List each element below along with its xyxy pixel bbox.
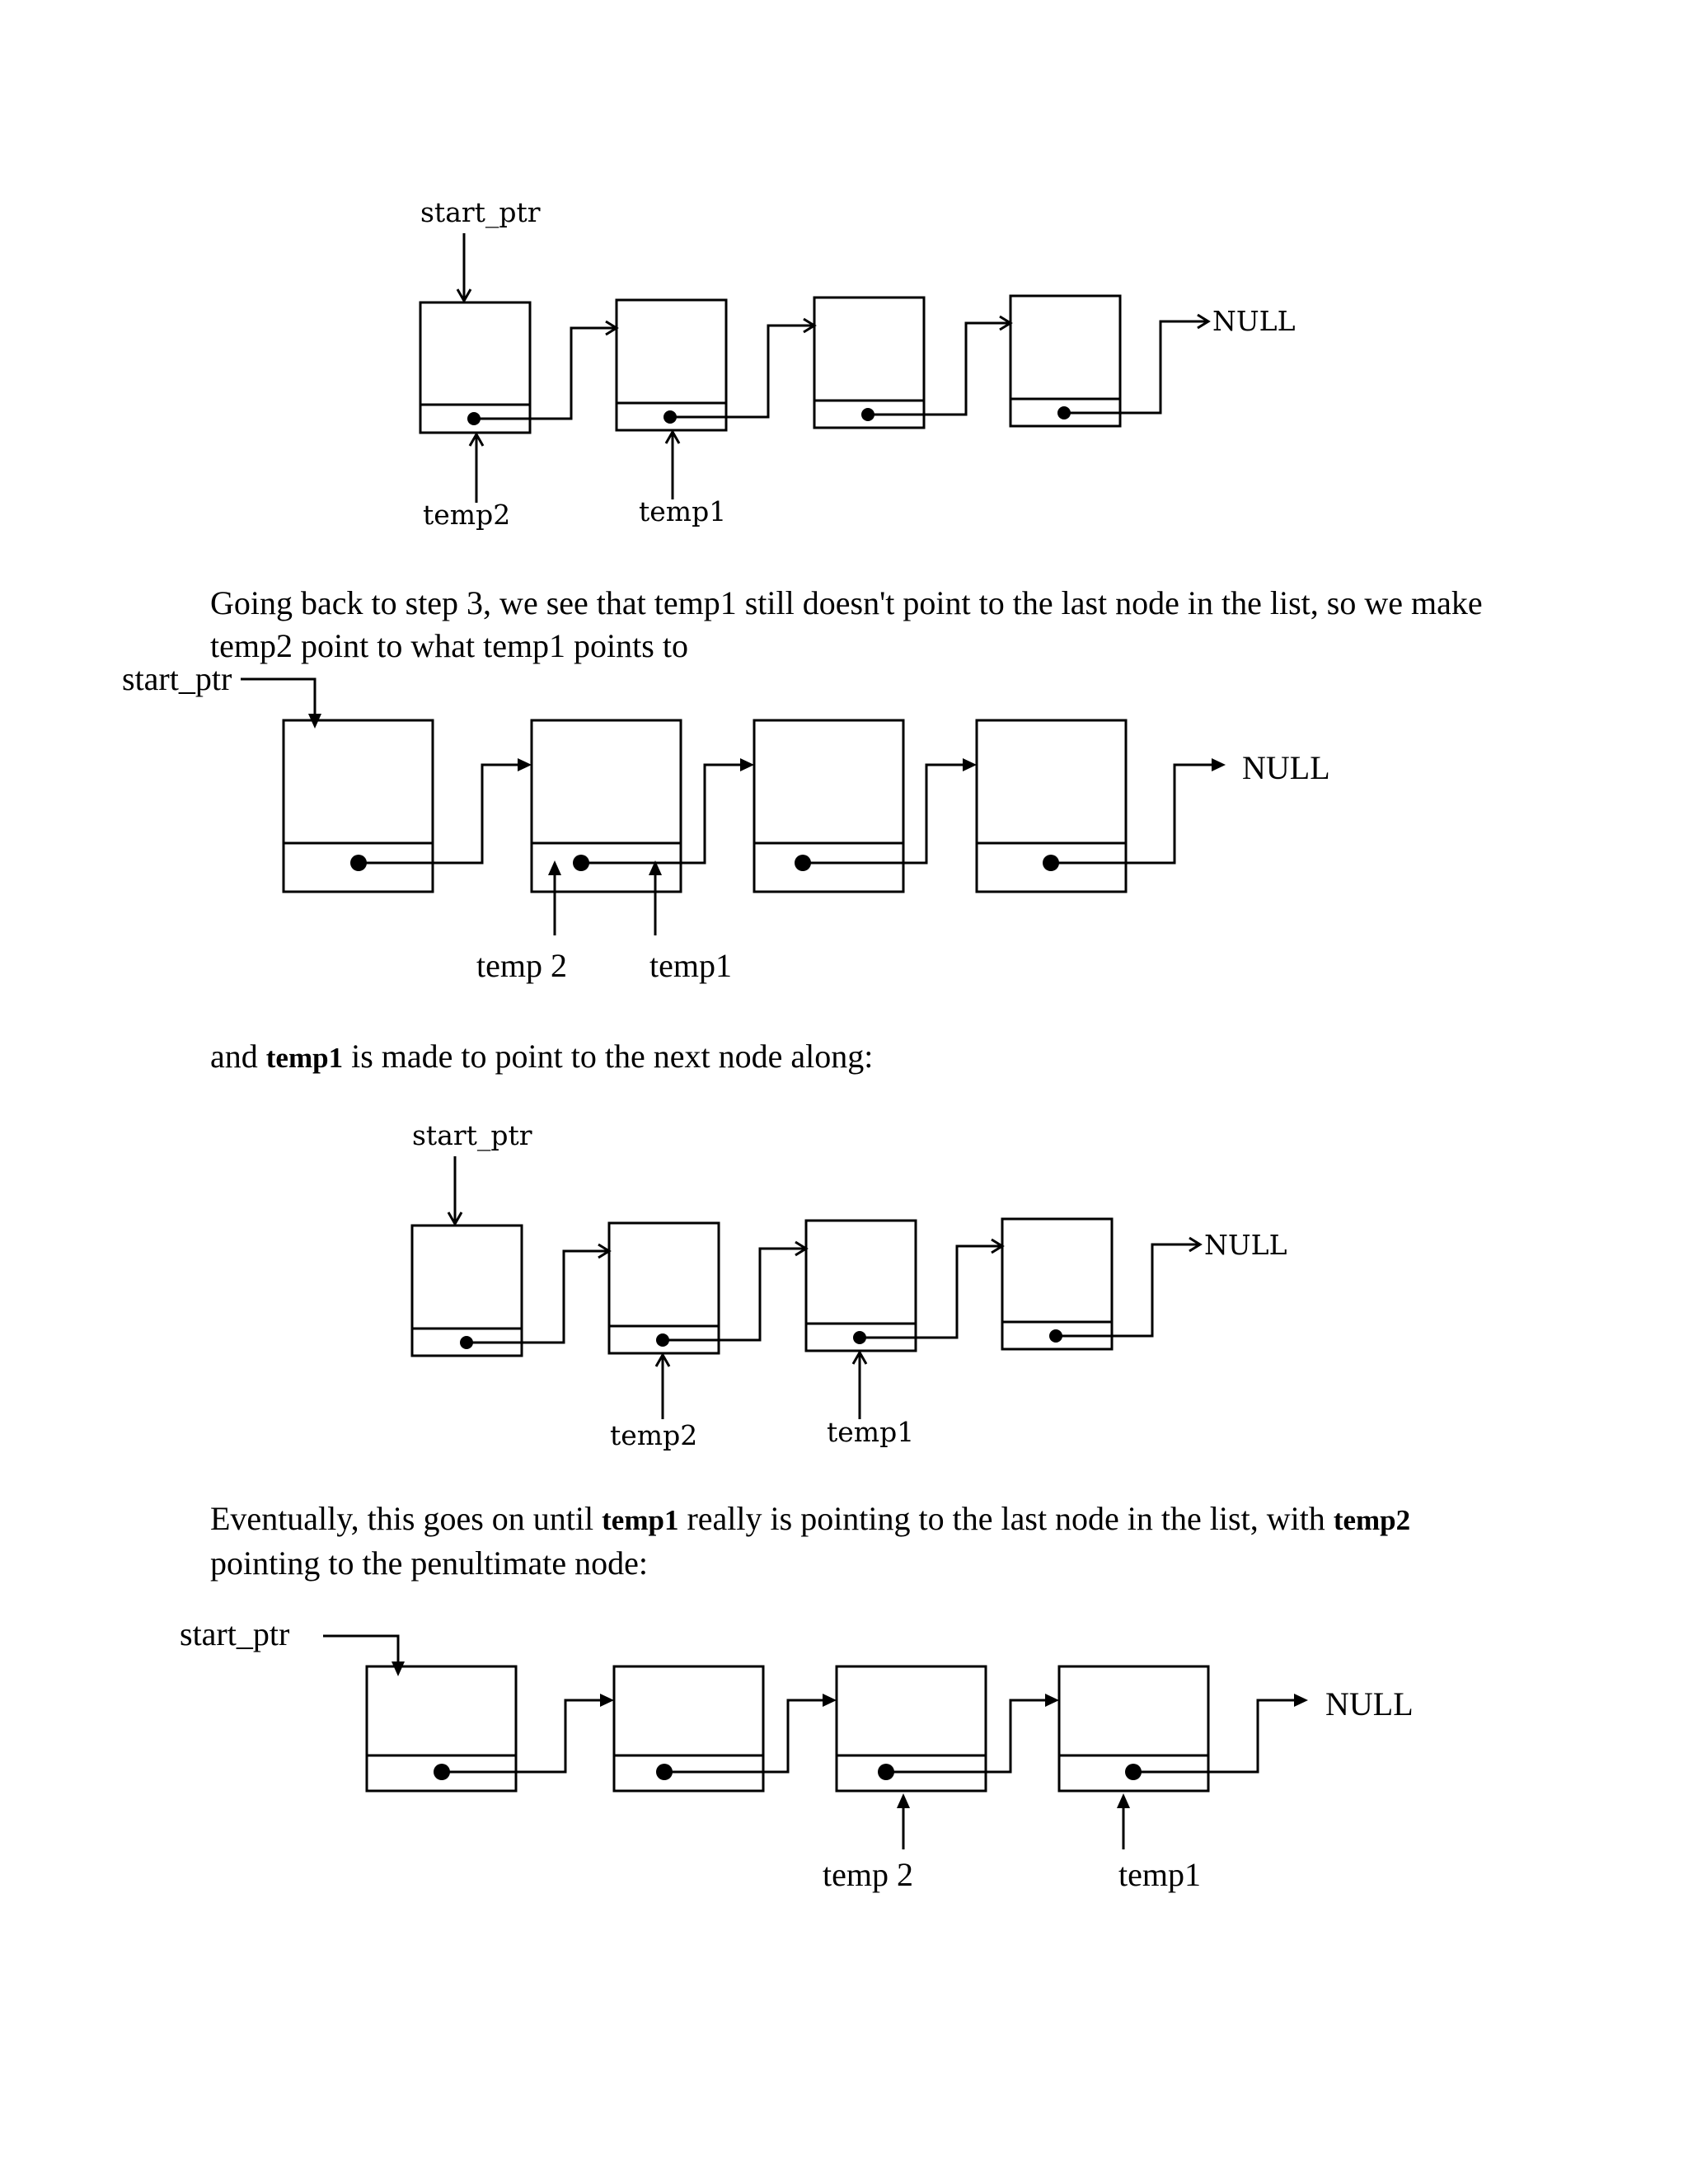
paragraph-text: really is pointing to the last node in the list, with (678, 1500, 1334, 1537)
start-ptr-label: start_ptr (412, 1119, 532, 1151)
next-link-arrow (664, 1694, 837, 1772)
code-term: temp1 (602, 1504, 679, 1536)
start-ptr-arrow (457, 233, 471, 301)
paragraph-text: is made to point to the next node along: (343, 1038, 874, 1075)
next-link-arrow (886, 1694, 1059, 1772)
code-term: temp1 (265, 1042, 344, 1074)
list-node (814, 298, 924, 428)
next-link-arrow (803, 758, 977, 863)
code-term: temp2 (1333, 1504, 1411, 1536)
null-label: NULL (1204, 1229, 1287, 1261)
temp2-arrow (548, 860, 561, 935)
temp1-label: temp1 (1118, 1856, 1201, 1893)
list-node (1002, 1219, 1112, 1349)
paragraph-text: and (210, 1038, 266, 1075)
next-link-arrow (359, 758, 532, 863)
start-ptr-label: start_ptr (122, 660, 232, 697)
paragraph-line: Going back to step 3, we see that temp1 still doesn't point to the last node in the list, so we make (210, 584, 1483, 621)
list-node (609, 1223, 719, 1353)
list-node (617, 300, 726, 430)
start-ptr-label: start_ptr (180, 1615, 290, 1652)
temp1-arrow (1117, 1793, 1130, 1849)
null-link-arrow (1133, 1694, 1308, 1772)
temp2-arrow (897, 1793, 910, 1849)
paragraph-eventually (210, 1497, 1410, 1585)
temp1-label: temp1 (639, 495, 727, 527)
temp2-label: temp 2 (476, 947, 567, 984)
null-label: NULL (1242, 749, 1330, 786)
next-link-arrow (442, 1694, 614, 1772)
list-node (977, 720, 1126, 892)
diagram-1 (420, 233, 1208, 503)
start-ptr-label: start_ptr (420, 196, 541, 228)
temp1-arrow (649, 860, 662, 935)
list-node (1010, 296, 1120, 426)
null-label: NULL (1212, 305, 1296, 337)
temp2-label: temp2 (610, 1419, 698, 1451)
list-node (412, 1226, 522, 1356)
temp2-label: temp 2 (823, 1856, 913, 1893)
diagram-2 (241, 679, 1226, 935)
temp2-label: temp2 (423, 499, 511, 531)
list-node (420, 302, 530, 433)
temp1-label: temp1 (649, 947, 732, 984)
diagram-4 (323, 1636, 1308, 1849)
start-ptr-arrow (323, 1636, 405, 1676)
temp1-arrow (853, 1352, 866, 1419)
paragraph-line: pointing to the penultimate node: (210, 1544, 649, 1582)
paragraph-line (210, 1497, 1410, 1542)
list-node (754, 720, 903, 892)
start-ptr-arrow (448, 1156, 462, 1224)
list-node (284, 720, 433, 892)
temp2-arrow (656, 1355, 669, 1419)
null-link-arrow (1051, 758, 1226, 863)
paragraph-step3-recap (210, 582, 1483, 668)
temp1-label: temp1 (827, 1416, 915, 1448)
diagram-3 (412, 1156, 1200, 1419)
paragraph-line: temp2 point to what temp1 points to (210, 627, 688, 664)
temp1-arrow (666, 432, 679, 499)
paragraph-temp1-advance (210, 1035, 873, 1080)
null-label: NULL (1325, 1685, 1414, 1722)
list-node (806, 1221, 916, 1351)
paragraph-text: Eventually, this goes on until (210, 1500, 603, 1537)
next-link-arrow (581, 758, 754, 863)
temp2-arrow (470, 434, 483, 503)
